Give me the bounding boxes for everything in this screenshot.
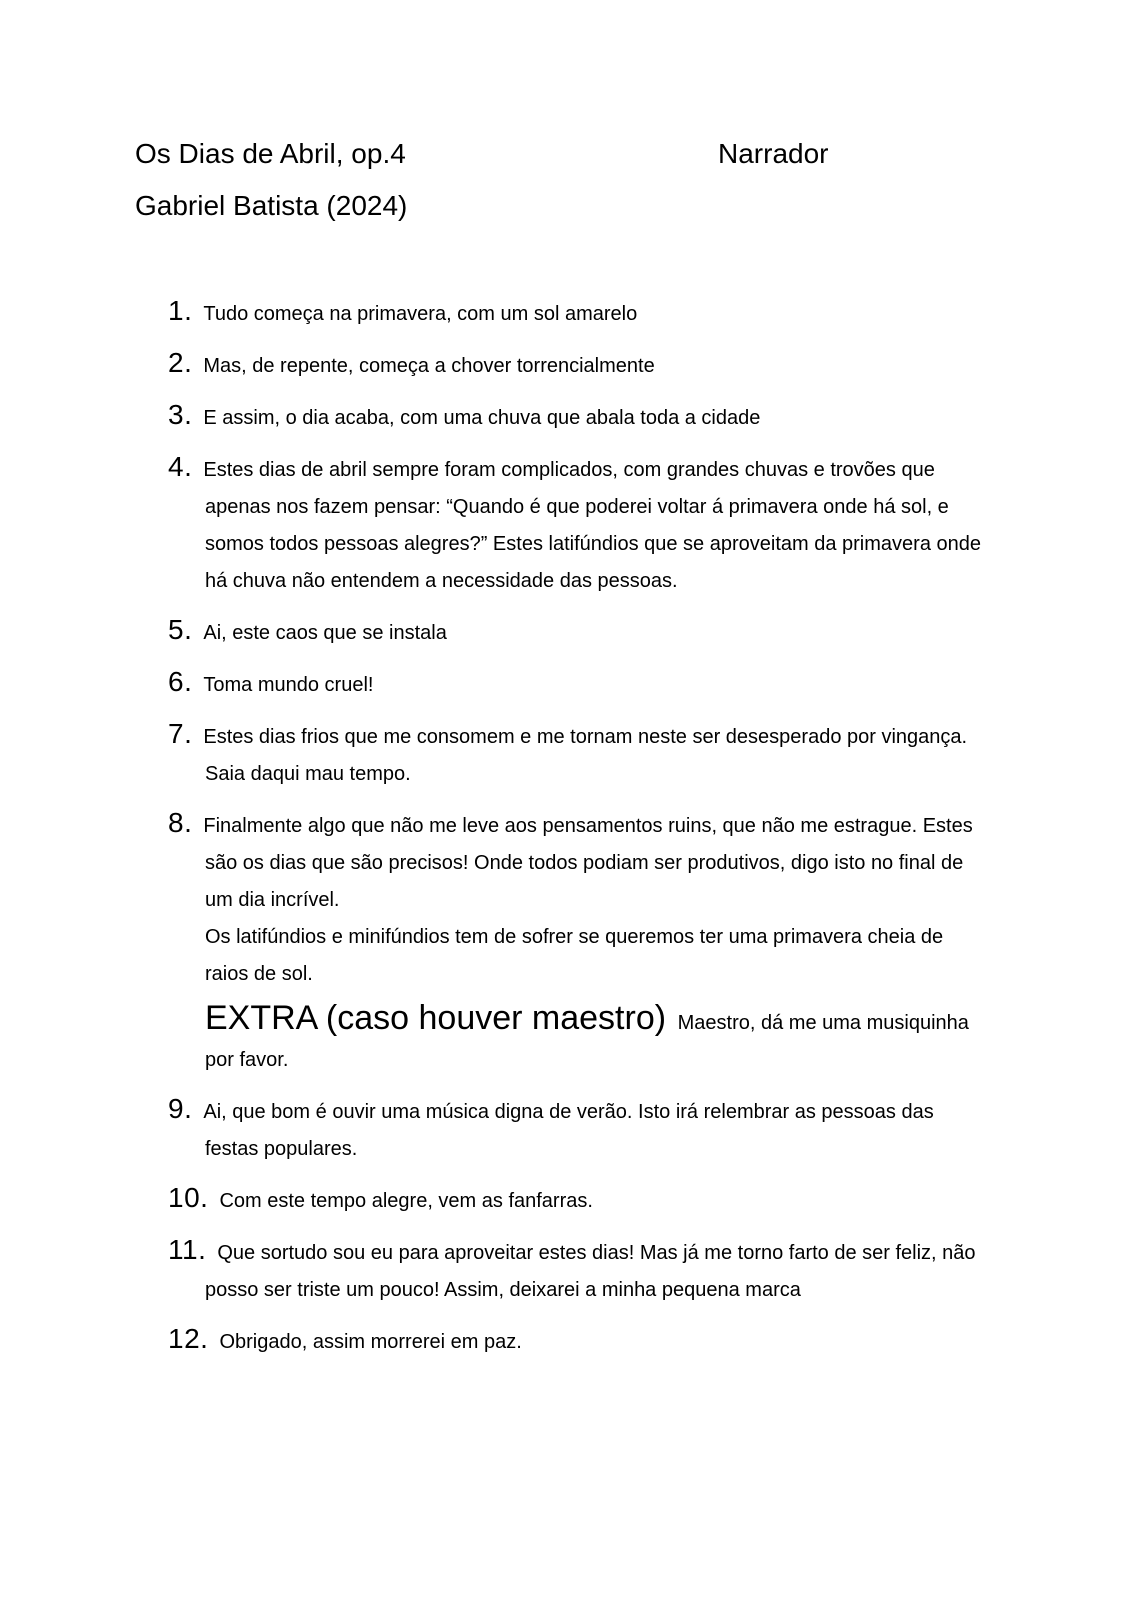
item-number: 6. (168, 666, 193, 697)
item-number: 3. (168, 399, 193, 430)
item-number: 8. (168, 807, 193, 838)
item-text: Ai, que bom é ouvir uma música digna de verão. Isto irá relembrar as pessoas das festas populares. (203, 1101, 934, 1160)
list-item (135, 804, 973, 1079)
item-text: Com este tempo alegre, vem as fanfarras. (219, 1190, 593, 1212)
item-text: Ai, este caos que se instala (203, 622, 447, 644)
item-number: 10. (168, 1182, 209, 1213)
list-item (135, 1231, 976, 1309)
item-first-line (168, 292, 987, 333)
item-first-line (168, 663, 987, 704)
item-first-line (168, 1231, 987, 1309)
list-item (135, 663, 945, 704)
item-first-line (168, 715, 987, 793)
item-text: Estes dias frios que me consomem e me tornam neste ser desesperado por vingança. Saia daqui mau tempo. (203, 726, 968, 785)
list-item (135, 1320, 945, 1361)
item-number: 4. (168, 451, 193, 482)
author-line: Gabriel Batista (2024) (135, 190, 408, 221)
list-item (135, 292, 945, 333)
list-item (135, 611, 945, 652)
item-first-line (168, 1320, 987, 1361)
item-text: Estes dias de abril sempre foram complicados, com grandes chuvas e trovões que apenas nos fazem pensar: “Quando é que poderei voltar á primavera onde há sol, e somos todos pessoas alegres?” Estes latifúndios que se aproveitam da primavera onde há chuva não entendem a necessidade das pessoas. (203, 459, 981, 592)
item-text: Finalmente algo que não me leve aos pensamentos ruins, que não me estrague. Estes são os dias que são precisos! Onde todos podiam ser produtivos, digo isto no final de um dia incrível. (203, 815, 973, 911)
item-number: 2. (168, 347, 193, 378)
item-first-line (168, 611, 987, 652)
header-line-2 (135, 180, 1073, 232)
item-text: Mas, de repente, começa a chover torrencialmente (203, 355, 655, 377)
item-first-line (168, 1179, 987, 1220)
list-item (135, 448, 981, 600)
item-first-line (168, 1090, 987, 1168)
script-list (135, 292, 981, 1361)
list-item (135, 1090, 945, 1168)
item-number: 12. (168, 1323, 209, 1354)
item-number: 1. (168, 295, 193, 326)
item-text: Obrigado, assim morrerei em paz. (219, 1331, 522, 1353)
list-item (135, 1179, 945, 1220)
extra-heading: EXTRA (caso houver maestro) (205, 999, 667, 1037)
item-first-line (168, 804, 987, 919)
extra-text: Maestro, dá me uma musiquinha por favor. (205, 1012, 969, 1071)
list-item (135, 344, 945, 385)
item-number: 11. (168, 1234, 207, 1265)
item-number: 9. (168, 1093, 193, 1124)
item-first-line (168, 396, 987, 437)
header-line-1 (135, 128, 1073, 180)
item-continuation: Os latifúndios e minifúndios tem de sofrer se queremos ter uma primavera cheia de raios de sol. (205, 926, 944, 985)
item-text: Toma mundo cruel! (203, 674, 374, 696)
list-item (135, 396, 945, 437)
item-text: Tudo começa na primavera, com um sol amarelo (203, 303, 638, 325)
extra-paragraph (205, 998, 987, 1079)
item-number: 5. (168, 614, 193, 645)
item-text: Que sortudo sou eu para aproveitar estes dias! Mas já me torno farto de ser feliz, não posso ser triste um pouco! Assim, deixarei a minha pequena marca (205, 1242, 976, 1301)
item-first-line (168, 448, 987, 600)
list-item (135, 715, 968, 793)
page-title: Os Dias de Abril, op.4 (135, 138, 406, 169)
role-label: Narrador (718, 138, 829, 169)
item-number: 7. (168, 718, 193, 749)
item-first-line (168, 344, 987, 385)
item-text: E assim, o dia acaba, com uma chuva que abala toda a cidade (203, 407, 761, 429)
document-header (135, 128, 1073, 232)
